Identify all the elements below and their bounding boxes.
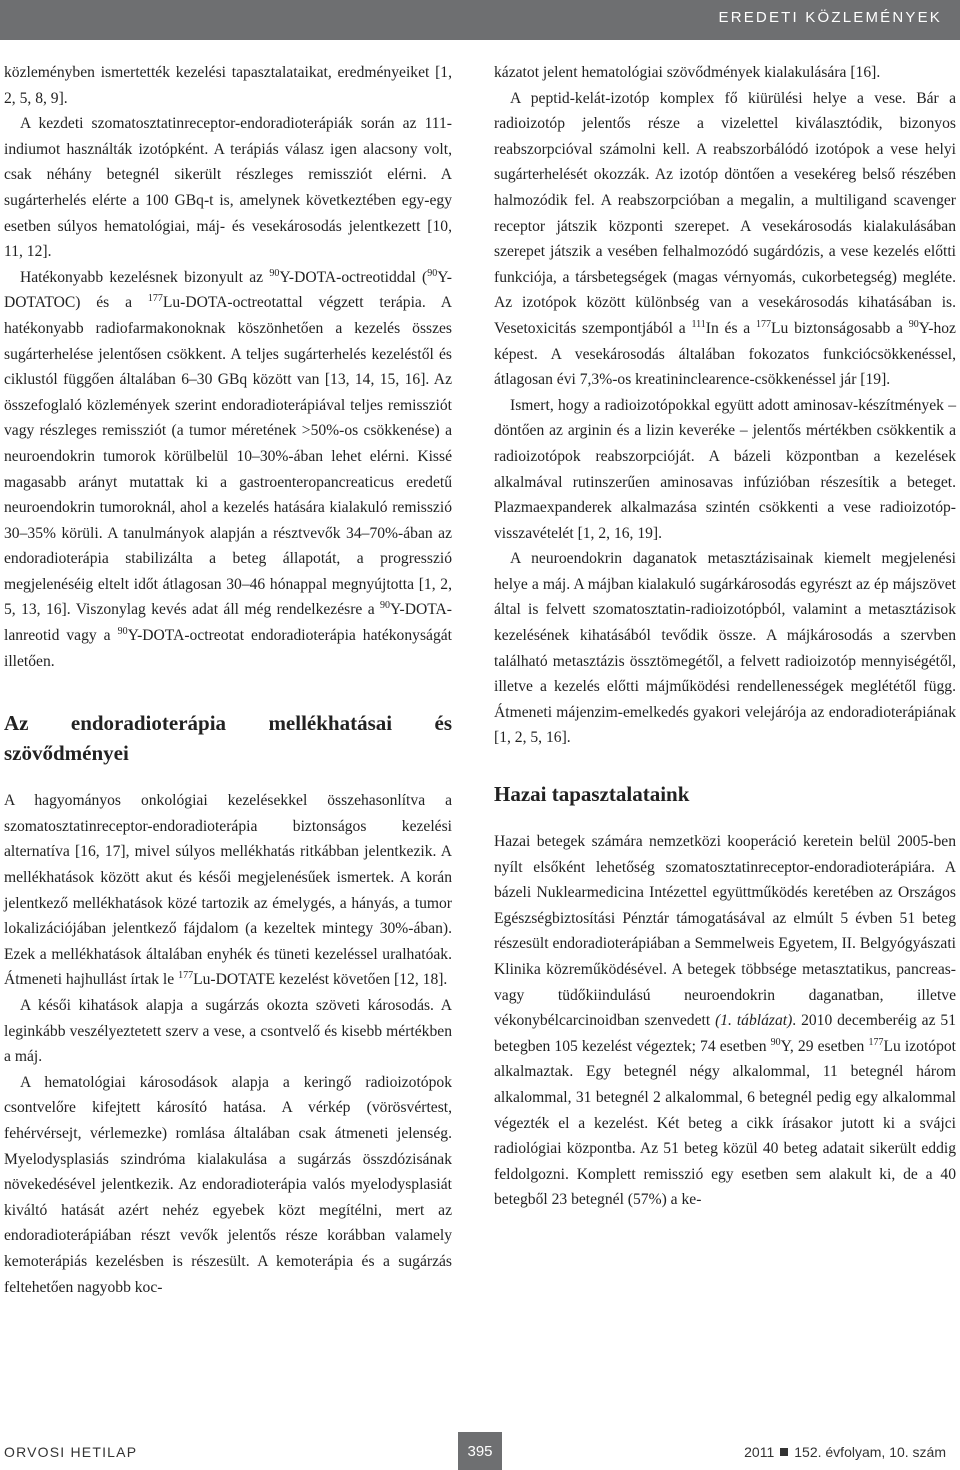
isotope-mass: 177: [147, 293, 163, 305]
text-run: . 2010 decemberéig az 51 betegben 105 kezelést végeztek; 74 esetben: [494, 1012, 956, 1055]
isotope-mass: 111: [691, 318, 706, 330]
isotope-mass: 90: [770, 1036, 781, 1048]
paragraph: A neuroendokrin daganatok metasztázisainak kiemelt megjelenési helye a máj. A májban kialakuló sugárkárosodás egyrészt az ép májszövet által is felvett szomatosztatin-radioizotópból, valamint a metasztázisok kezelésének kihatásából tevődik össze. A májkárosodás a szervben található metasztázis össztömegétől, a felvett radioizotóp mennyiségétől, illetve a kezelés előtti májműködési rendellenességek meglététől függ. Átmeneti májenzim-emelkedés gyakori velejárója az endoradioterápiának [1, 2, 5, 16].: [494, 550, 956, 747]
right-column: [494, 60, 956, 1213]
journal-name: ORVOSI HETILAP: [4, 1444, 138, 1460]
text-run: A peptid-kelát-izotóp komplex fő kiürülési helye a vese. Bár a radioizotóp jelentős része a vizelettel kiválasztódik, bizonyos reabszorpcióval számolni kell. A reabszorbálódó izotópok a vese helyi sugárterhelését okozzák. Az izotóp döntően a vesekéreg belső részében halmozódik fel. A reabszorpcióban a megalin, a multiligand scavenger receptor játszik központi szerepet. A vesekárosodás kialakulásában szerepet játszik a vesében felhalmozódó sugárdózis, a vese kezelés előtti funkciója, a társbetegségek (magas vérnyomás, cukorbetegség) megléte. Az izotópok között különbség van a vesekárosodás kihatásában is. Vesetoxicitás szempontjából a: [494, 89, 956, 337]
text-run: Lu-DOTATE kezelést követően [12, 18].: [193, 971, 448, 989]
paragraph: [4, 788, 452, 993]
header-band: [0, 0, 960, 40]
year: 2011: [744, 1444, 775, 1460]
paragraph: közleményben ismertették kezelési tapasztalataikat, eredményeiket [1, 2, 5, 8, 9].: [4, 64, 452, 107]
text-run: Lu-DOTA-octreotattal végzett terápia. A hatékonyabb radiofarmakonoknak köszönhetően a kezelés összes sugárterhelése jelentősen csökkent. A teljes sugárterhelés kezeléstől és ciklustól függően általában 6–30 GBq között van [13, 14, 15, 16]. Az összefoglaló közlemények szerint endoradioterápiával teljes remissziót vagy részleges remissziót (a tumor méretének >50%-os csökkenése) a neuroendokrin tumorok körülbelül 10–30%-ában lehet elérni. Kissé magasabb arányt mutattak ki a gastroenteropancreaticus eredetű neuroendokrin tumoroknál, ahol a kezelés hatására kialakuló remisszió 30–35% körüli. A tanulmányok alapján a résztvevők 34–70%-ában az endoradioterápia stabilizálta a beteg állapotát, a progresszió megjelenéséig eltelt időt átlagosan 30–46 hónappal megnyújtotta [1, 2, 5, 13, 16]. Viszonylag kevés adat áll még rendelkezésre a: [4, 294, 452, 619]
section-heading: Hazai tapasztalataink: [494, 782, 690, 807]
text-run: Y-DOTA-octreotiddal (: [279, 268, 428, 286]
paragraph: A kezdeti szomatosztatinreceptor-endoradioterápiák során az 111-indiumot használták izotópként. A terápiás válasz igen alacsony volt, csak néhány betegnél sikerült részleges remissziót elérni. A sugárterhelés elérte a 100 GBq-t is, amelynek következtében egy-egy esetben súlyos hematológiai, máj- és vesekárosodás jelentkezett [10, 11, 12].: [4, 115, 452, 261]
text-run: In és a: [705, 319, 756, 337]
paragraph: Ismert, hogy a radioizotópokkal együtt adott aminosav-készítmények – döntően az arginin és a lizin keveréke – jelentős mértékben csökkentik a radioizotópok reabszorpcióját. A bázeli központban a kezelések alkalmával rutinszerűen aminosavas infúzióban részesítik a beteget. Plazmaexpanderek alkalmazása szintén csökkenti a vese radioizotóp-visszavételét [1, 2, 16, 19].: [494, 396, 956, 542]
text-run: A hagyományos onkológiai kezelésekkel összehasonlítva a szomatosztatinreceptor-endoradioterápia biztonságos kezelési alternatíva [16, 17], mivel súlyos mellékhatás ritkábban jelentkezik. A mellékhatások között akut és késői megjelenésűek ismertek. A korán jelentkező mellékhatások közé tartozik az émelygés, a hányás, a tumor lokalizációjában jelentkező fájdalom (a kezeltek mintegy 30%-ában). Ezek a mellékhatások általában enyhék és tüneti kezeléssel uralhatóak. Átmeneti hajhullást írtak le: [4, 792, 452, 989]
issue-info: [744, 1444, 946, 1460]
isotope-mass: 177: [756, 318, 771, 330]
paragraph: [4, 265, 452, 675]
text-run: Y, 29 esetben: [780, 1037, 869, 1055]
isotope-mass: 90: [427, 267, 438, 279]
text-run: Lu biztonságosabb a: [771, 319, 909, 337]
isotope-mass: 90: [269, 267, 280, 279]
isotope-mass: 177: [178, 970, 194, 982]
section-heading: Az endoradioterápia mellékhatásai és szövődményei: [4, 711, 452, 766]
isotope-mass: 177: [868, 1036, 884, 1048]
section-title: EREDETI KÖZLEMÉNYEK: [718, 9, 942, 26]
text-run: Hatékonyabb kezelésnek bizonyult az: [20, 268, 270, 286]
text-run: Lu izotópot alkalmaztak. Egy betegnél négy alkalommal, 11 betegnél három alkalommal, 31 betegnél 2 alkalommal, 6 betegnél pedig egy alkalommal végezték el a kezelést. Két beteg a cikk írásakor jutott ki a svájci radiológiai központba. Az 51 beteg közül 40 beteg adatait sikerült eddig feldolgozni. Komplett remisszió egy esetben sem alakult ki, de a 40 betegből 23 betegnél (57%) a ke-: [494, 1037, 957, 1209]
paragraph: [494, 829, 956, 1213]
paragraph: kázatot jelent hematológiai szövődmények kialakulására [16].: [494, 64, 881, 81]
text-run: Y-DOTATOC) és a: [4, 268, 452, 312]
text-run: Y-DOTA-octreotat endoradioterápia hatékonyságát illetően.: [4, 627, 452, 670]
isotope-mass: 90: [380, 600, 391, 612]
paragraph: A hematológiai károsodások alapja a keringő radioizotópok csontvelőre kifejtett károsító hatása. A vérkép (vörösvértest, fehérvérsejt, vérlemezke) romlása általában csak átmeneti jelenség. Myelodysplasiás szindróma kialakulása a sugárzás összdózisának növekedésével jelentkezik. Az endoradioterápia valós myelodysplasiát kiváltó hatását azért nehéz egyebek közt megítélni, mert az endoradioterápiában részt vevők jelentős része korábban valamely kemoterápiás kezelésben is részesült. A kemoterápia és a sugárzás feltehetően nagyobb koc-: [4, 1073, 452, 1296]
left-column: [4, 60, 452, 1300]
text-run: Y-DOTA-lanreotid vagy a: [4, 601, 452, 645]
text-run: Y-hoz képest. A vesekárosodás általában fokozatos funkciócsökkenéssel, átlagosan évi 7,3%-os kreatininclearence-csökkenéssel jár [19].: [494, 319, 956, 389]
paragraph: A késői kihatások alapja a sugárzás okozta szöveti károsodás. A leginkább veszélyeztetett szerv a vese, a csontvelő és kisebb mértékben a máj.: [4, 997, 452, 1066]
text-run: Hazai betegek számára nemzetközi kooperáció keretein belül 2005-ben nyílt elsőként lehetőség szomatosztatinreceptor-endoradioterápiára. A bázeli Nuklearmedicina Intézettel együttműködés keretében az Országos Egészségbiztosítási Pénztár támogatásával az elmúlt 5 évben 51 beteg részesült endoradioterápiában a Semmelweis Egyetem, II. Belgyógyászati Klinika közreműködésével. A betegek többsége metasztatikus, pancreas- vagy tüdőkiindulású neuroendokrin daganatban, illetve vékonybélcarcinoidban szenvedett: [494, 833, 956, 1030]
paragraph: [494, 86, 956, 393]
volume-issue: 152. évfolyam, 10. szám: [794, 1444, 946, 1460]
isotope-mass: 90: [908, 318, 919, 330]
page-number-box: [458, 1432, 502, 1470]
page-number: 395: [467, 1442, 493, 1460]
table-reference: (1. táblázat): [715, 1012, 793, 1030]
square-bullet-icon: [780, 1448, 788, 1456]
page-footer: [0, 1432, 960, 1470]
isotope-mass: 90: [117, 626, 128, 638]
